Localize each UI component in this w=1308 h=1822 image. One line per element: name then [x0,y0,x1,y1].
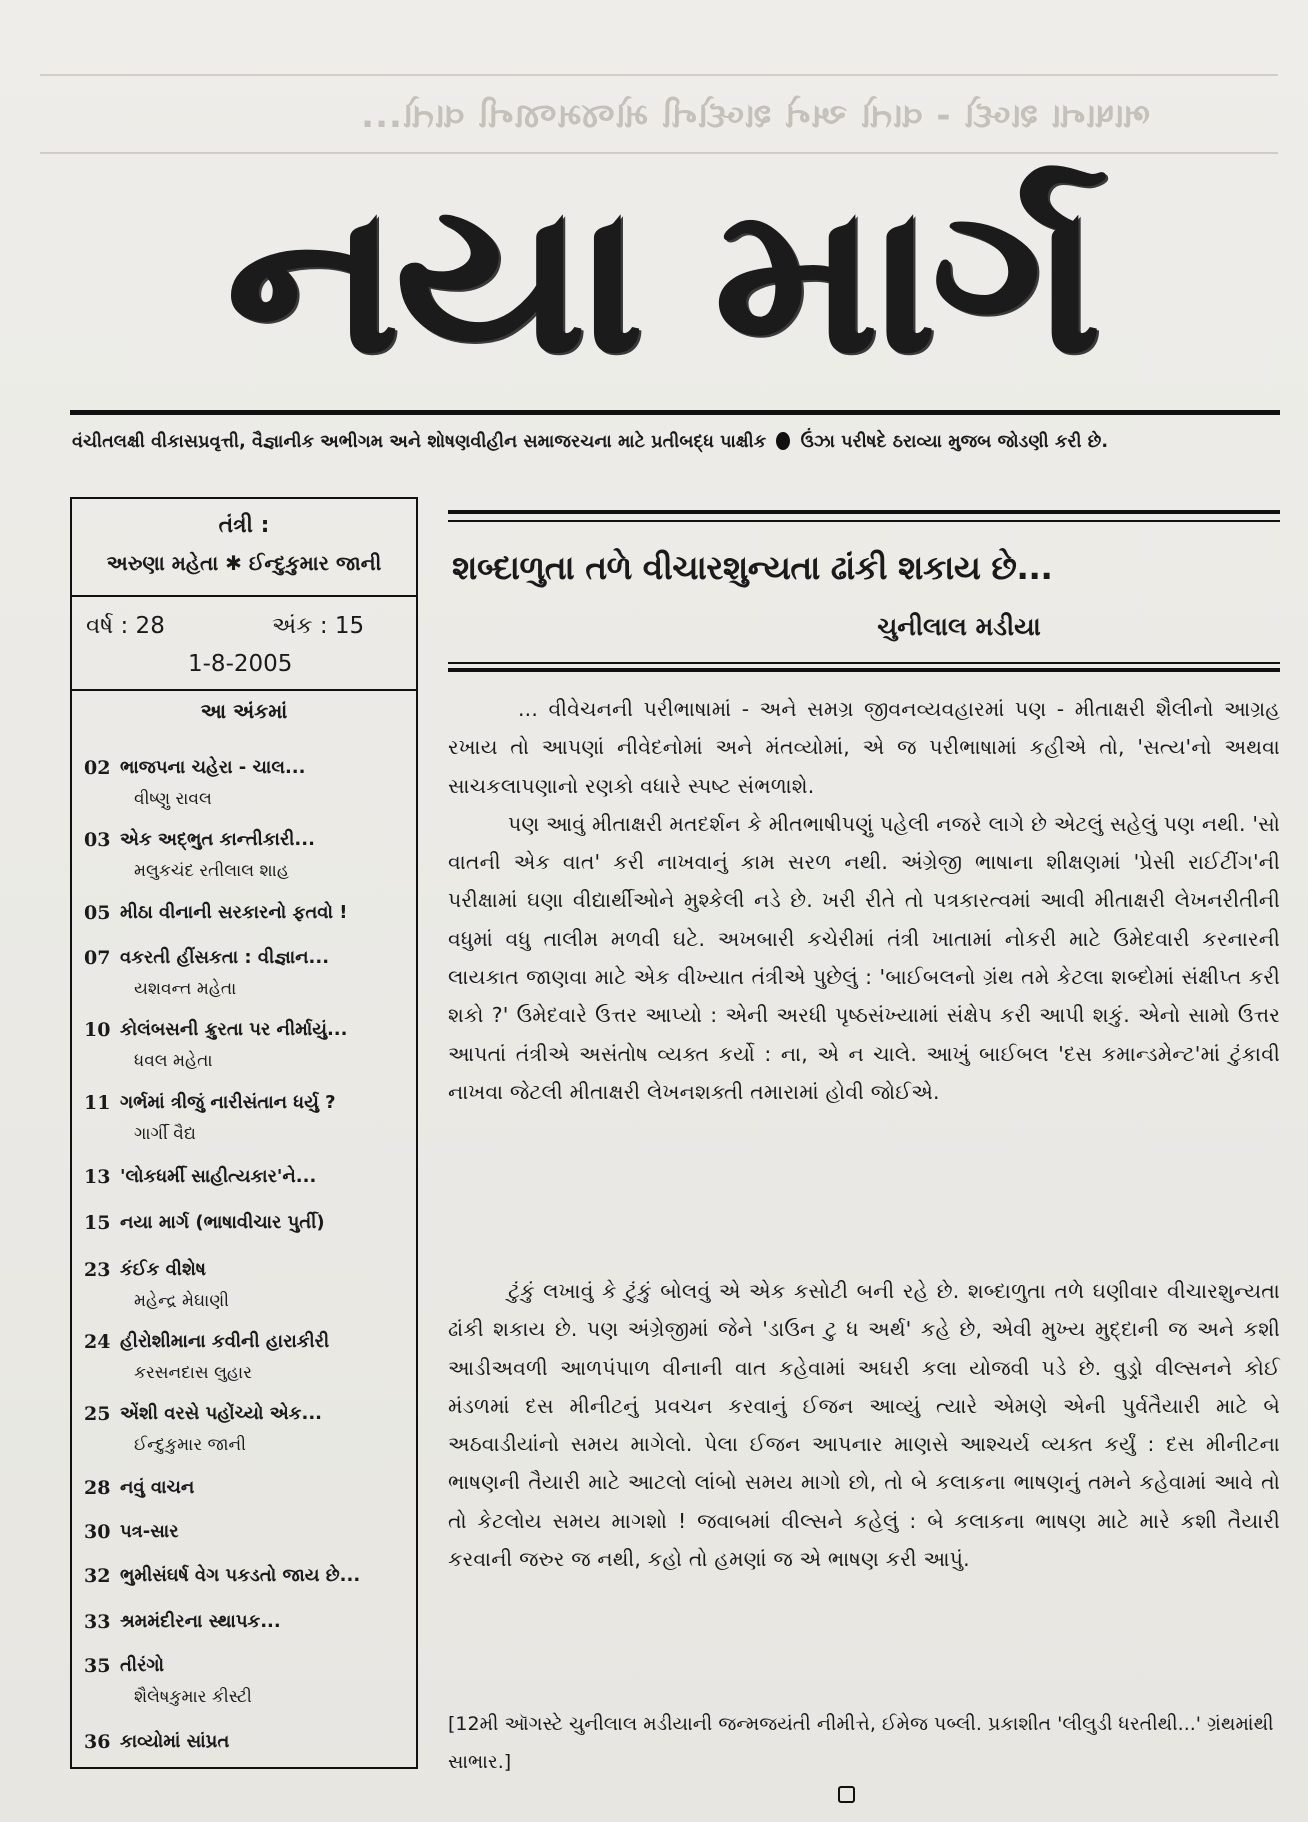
contents-item-author: શૈલેષકુમાર કીસ્ટી [134,1687,252,1707]
article-body [448,690,1280,1111]
contents-item-title: ગર્ભમાં ત્રીજું નારીસંતાન ધર્યુ ? [120,1092,336,1113]
contents-item-title: કોલંબસની ક્રુરતા પર નીર્માયું... [120,1019,348,1040]
contents-item-title: વકરતી હીંસકતા : વીજ્ઞાન... [120,947,330,968]
contents-item-title: હીરોશીમાના કવીની હારાકીરી [120,1331,330,1352]
masthead-title: નયા માર્ગ [224,160,1096,399]
contents-page-number: 02 [84,757,111,779]
contents-page-number: 10 [84,1019,111,1041]
contents-item-title: તીરંગો [120,1655,165,1676]
end-mark-icon [838,1786,855,1803]
contents-item-author: વીષ્ણુ રાવલ [134,789,212,809]
article-body-continued [448,1272,1280,1578]
contents-item-author: યશવન્ત મહેતા [134,979,237,999]
contents-page-number: 24 [84,1331,111,1353]
contents-page-number: 23 [84,1259,111,1281]
issue-date: 1-8-2005 [188,651,293,677]
contents-item-title: કાવ્યોમાં સાંપ્રત [120,1731,230,1752]
article-credit: [12મી ઑગસ્ટે ચુનીલાલ મડીયાની જન્મજયંતી નીમીત્તે, ઈમેજ પબ્લી. પ્રકાશીત 'લીલુડી ધરતીથી...' ગ્રંથમાંથી સાભાર.] [448,1713,1274,1773]
contents-page-number: 25 [84,1403,111,1425]
article-rule [448,662,1280,664]
contents-page-number: 03 [84,829,111,851]
contents-item-title: એંશી વરસે પહોંચ્યો એક... [120,1403,322,1424]
issue-year: વર્ષ : 28 [86,613,165,639]
contents-heading: આ અંકમાં [200,699,288,723]
contents-page-number: 05 [84,902,111,924]
bleed-through-text: ભાષાના શબ્દો - વાતો અને શબ્દોની મોજમજાની વાતો... [360,96,1150,136]
contents-page-number: 13 [84,1166,111,1188]
contents-item-title: નયા માર્ગ (ભાષાવીચાર પુર્તી) [120,1212,325,1233]
contents-page-number: 33 [84,1611,111,1633]
contents-item-title: શ્રમમંદીરના સ્થાપક... [120,1611,281,1632]
contents-page-number: 32 [84,1565,111,1587]
contents-page-number: 15 [84,1212,111,1234]
tagline [72,432,1282,452]
article-rule [448,510,1280,514]
masthead [180,150,1140,410]
bleed-rule [40,74,1278,76]
masthead-rule [70,410,1280,415]
contents-item-title: નવું વાચન [120,1477,195,1498]
contents-item-title: એક અદ્ભુત કાન્તીકારી... [120,829,315,850]
divider [72,689,416,691]
contents-page-number: 36 [84,1731,111,1753]
divider [72,595,416,597]
article-paragraph: ... વીવેચનની પરીભાષામાં - અને સમગ્ર જીવનવ્યવહારમાં પણ - મીતાક્ષરી શૈલીનો આગ્રહ રખાય તો આપણાં નીવેદનોમાં અને મંતવ્યોમાં, એ જ પરીભાષામાં કહીએ તો, 'સત્ય'નો અથવા સાચકલાપણાનો રણકો વધારે સ્પષ્ટ સંભળાશે. [448,697,1280,798]
contents-item-title: મીઠા વીનાની સરકારનો ફતવો ! [120,902,348,923]
contents-page-number: 11 [84,1092,111,1114]
editors: અરુણા મહેતા ✱ ઈન્દુકુમાર જાની [106,551,382,575]
contents-item-author: ઈન્દુકુમાર જાની [134,1435,247,1455]
contents-page-number: 30 [84,1521,111,1543]
issue-number: અંક : 15 [272,613,365,639]
bullet-icon [776,432,790,450]
tagline-right: ઉંઝા પરીષદે ઠરાવ્યા મુજબ જોડણી કરી છે. [800,432,1109,452]
contents-item-author: મલુકચંદ રતીલાલ શાહ [134,861,289,881]
article-rule [448,668,1280,672]
contents-item-title: ભાજપના ચહેરા - ચાલ... [120,757,306,778]
contents-item-title: ભુમીસંઘર્ષ વેગ પકડતો જાય છે... [120,1565,361,1586]
contents-item-author: મહેન્દ્ર મેઘાણી [134,1291,230,1311]
contents-page-number: 07 [84,947,111,969]
editor-label: તંત્રી : [218,513,270,538]
contents-page-number: 28 [84,1477,111,1499]
article-paragraph: ટુંકું લખાવું કે ટુંકું બોલવું એ એક કસોટી બની રહે છે. શબ્દાળુતા તળે ઘણીવાર વીચારશુન્યતા ઢાંકી શકાય છે. પણ અંગ્રેજીમાં જેને 'ડાઉન ટુ ધ અર્થ' કહે છે, એવી મુખ્ય મુદ્દાની જ અને કશી આડીઅવળી આળપંપાળ વીનાની વાત કહેવામાં અઘરી કલા યોજવી પડે છે. વુડ્રો વીલ્સનને કોઈ મંડળમાં દસ મીનીટનું પ્રવચન કરવાનું ઈજન આવ્યું ત્યારે એમણે એની પુર્વતૈયારી માટે બે અઠવાડીયાંનો સમય માગેલો. પેલા ઈજન આપનાર માણસે આશ્ચર્ય વ્યક્ત કર્યું : દસ મીનીટના ભાષણની તૈયારી માટે આટલો લાંબો સમય માગો છો, તો બે કલાકના ભાષણનું તમને કહેવામાં આવે તો તો કેટલોય સમય માગશો ! જવાબમાં વીલ્સને કહેલું : બે કલાકના ભાષણ માટે મારે કશી તૈયારી કરવાની જરુર જ નથી, કહો તો હમણાં જ એ ભાષણ કરી આપું. [448,1279,1280,1572]
contents-item-title: 'લોકધર્મી સાહીત્યકાર'ને... [120,1166,317,1187]
contents-item-author: કરસનદાસ લુહાર [134,1363,252,1383]
contents-page-number: 35 [84,1655,111,1677]
article-rule [448,520,1280,522]
article-author: ચુનીલાલ મડીયા [877,612,1041,641]
contents-box [70,497,418,1769]
tagline-left: વંચીતલક્ષી વીકાસપ્રવૃત્તી, વૈજ્ઞાનીક અભીગમ અને શોષણવીહીન સમાજરચના માટે પ્રતીબદ્ધ પાક્ષીક [72,432,767,452]
contents-item-author: ધવલ મહેતા [134,1051,213,1071]
contents-item-title: કંઈક વીશેષ [120,1259,206,1280]
contents-item-title: પત્ર-સાર [120,1521,179,1542]
contents-item-author: ગાર્ગી વૈદ્ય [134,1124,196,1144]
article-title: શબ્દાળુતા તળે વીચારશુન્યતા ઢાંકી શકાય છે... [452,548,1053,587]
article-paragraph: પણ આવું મીતાક્ષરી મતદર્શન કે મીતભાષીપણું પહેલી નજરે લાગે છે એટલું સહેલું પણ નથી. 'સો વાતની એક વાત' કરી નાખવાનું કામ સરળ નથી. અંગ્રેજી ભાષાના શીક્ષણમાં 'પ્રેસી રાઈટીંગ'ની પરીક્ષામાં ઘણા વીદ્યાર્થીઓને મુશ્કેલી નડે છે. ખરી રીતે તો પત્રકારત્વમાં આવી મીતાક્ષરી લેખનરીતીની વધુમાં વધુ તાલીમ મળવી ઘટે. અખબારી કચેરીમાં તંત્રી ખાતામાં નોકરી માટે ઉમેદવારી કરનારની લાયકાત જાણવા માટે એક વીખ્યાત તંત્રીએ પુછેલું : 'બાઈબલનો ગ્રંથ તમે કેટલા શબ્દોમાં સંક્ષીપ્ત કરી શકો ?' ઉમેદવારે ઉત્તર આપ્યો : એની અરધી પૃષ્ઠસંખ્યામાં સંક્ષેપ કરી આપી શકું. એનો સામો ઉત્તર આપતાં તંત્રીએ અસંતોષ વ્યક્ત કર્યો : ના, એ ન ચાલે. આખું બાઈબલ 'દસ કમાન્ડમેન્ટ'માં ટુંકાવી નાખવા જેટલી મીતાક્ષરી લેખનશક્તી તમારામાં હોવી જોઈએ. [448,811,1280,1104]
